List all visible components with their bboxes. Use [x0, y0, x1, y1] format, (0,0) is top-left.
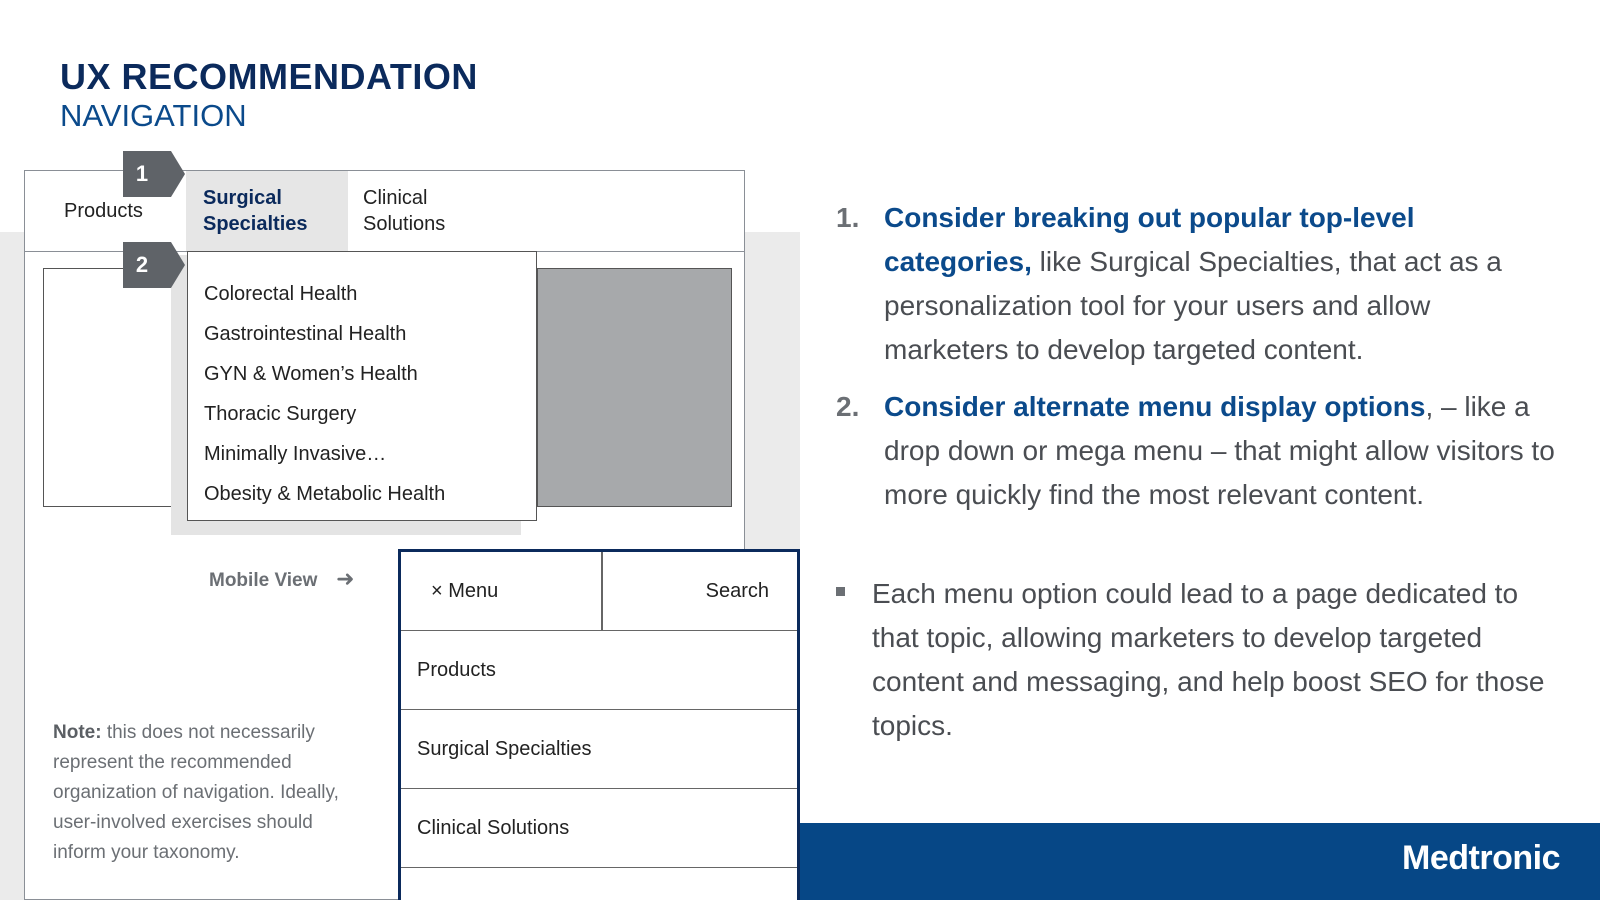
nav-tab-surgical-specialties[interactable] — [203, 185, 308, 237]
recommendation-number: 1. — [836, 202, 860, 233]
mobile-menu-item-label: Clinical Solutions — [417, 817, 570, 839]
recommendation-body — [884, 385, 1556, 517]
nav-tab-label-line: Solutions — [363, 213, 446, 235]
nav-tab-products[interactable]: Products — [64, 200, 143, 222]
nav-tab-clinical-solutions[interactable] — [363, 185, 445, 237]
recommendation-2 — [836, 385, 1556, 517]
note-body: this does not necessarily represent the recommended organization of navigation. Ideally, user-involved exercises should inform your taxonomy. — [53, 722, 339, 863]
recommendation-number: 2. — [836, 391, 860, 422]
dropdown-menu — [187, 251, 537, 521]
page-title: UX RECOMMENDATION — [60, 56, 478, 97]
mobile-menu-item-label: Surgical Specialties — [417, 738, 592, 760]
mobile-menu-item[interactable] — [401, 631, 797, 710]
note-label: Note: — [53, 722, 102, 743]
recommendation-highlight: Consider alternate menu display options — [884, 391, 1426, 422]
recommendation-1 — [836, 196, 1556, 372]
arrow-right-icon: ➜ — [336, 566, 355, 591]
content-placeholder-left — [43, 268, 183, 507]
step-badge-1: 1 — [123, 151, 171, 197]
dropdown-item[interactable]: Minimally Invasive… — [204, 443, 387, 465]
recommendation-text: like Surgical Specialties, that act as a personalization tool for your users and allow marketers to develop targeted content. — [884, 246, 1502, 365]
page-subtitle: NAVIGATION — [60, 98, 247, 133]
nav-tab-label-line: Specialties — [203, 213, 308, 235]
mobile-menu-item-label: Products — [417, 659, 496, 681]
recommendation-highlight: Consider breaking out popular top-level categories, — [884, 202, 1415, 277]
image-placeholder — [537, 268, 732, 507]
mobile-menu-item[interactable] — [401, 710, 797, 789]
dropdown-item[interactable]: Thoracic Surgery — [204, 403, 357, 425]
mobile-view-label: Mobile View — [209, 570, 318, 591]
note-text — [53, 718, 363, 868]
mobile-menu-item[interactable] — [401, 789, 797, 868]
bullet-text: Each menu option could lead to a page dedicated to that topic, allowing marketers to develop targeted content and messaging, and help boost SEO for those topics. — [872, 578, 1545, 741]
dropdown-item[interactable]: Colorectal Health — [204, 283, 358, 305]
divider — [601, 552, 603, 631]
mobile-mockup — [398, 549, 800, 900]
nav-tab-label-line: Clinical — [363, 187, 428, 209]
mobile-menu-toggle[interactable]: × Menu — [431, 580, 499, 602]
recommendation-text: , – like a drop down or mega menu – that might allow visitors to more quickly find the most relevant content. — [884, 391, 1555, 510]
dropdown-item[interactable]: Gastrointestinal Health — [204, 323, 407, 345]
mobile-search-button[interactable]: Search — [705, 580, 769, 602]
dropdown-item[interactable]: GYN & Women’s Health — [204, 363, 418, 385]
medtronic-logo: Medtronic — [1402, 839, 1560, 877]
step-badge-2: 2 — [123, 242, 171, 288]
recommendation-body — [884, 196, 1556, 372]
mobile-header-row — [401, 552, 797, 631]
bullet-square-icon — [836, 587, 845, 596]
nav-tab-label-line: Surgical — [203, 187, 282, 209]
bullet-point — [836, 572, 1556, 748]
dropdown-item[interactable]: Obesity & Metabolic Health — [204, 483, 446, 505]
footer-bar — [800, 823, 1600, 900]
